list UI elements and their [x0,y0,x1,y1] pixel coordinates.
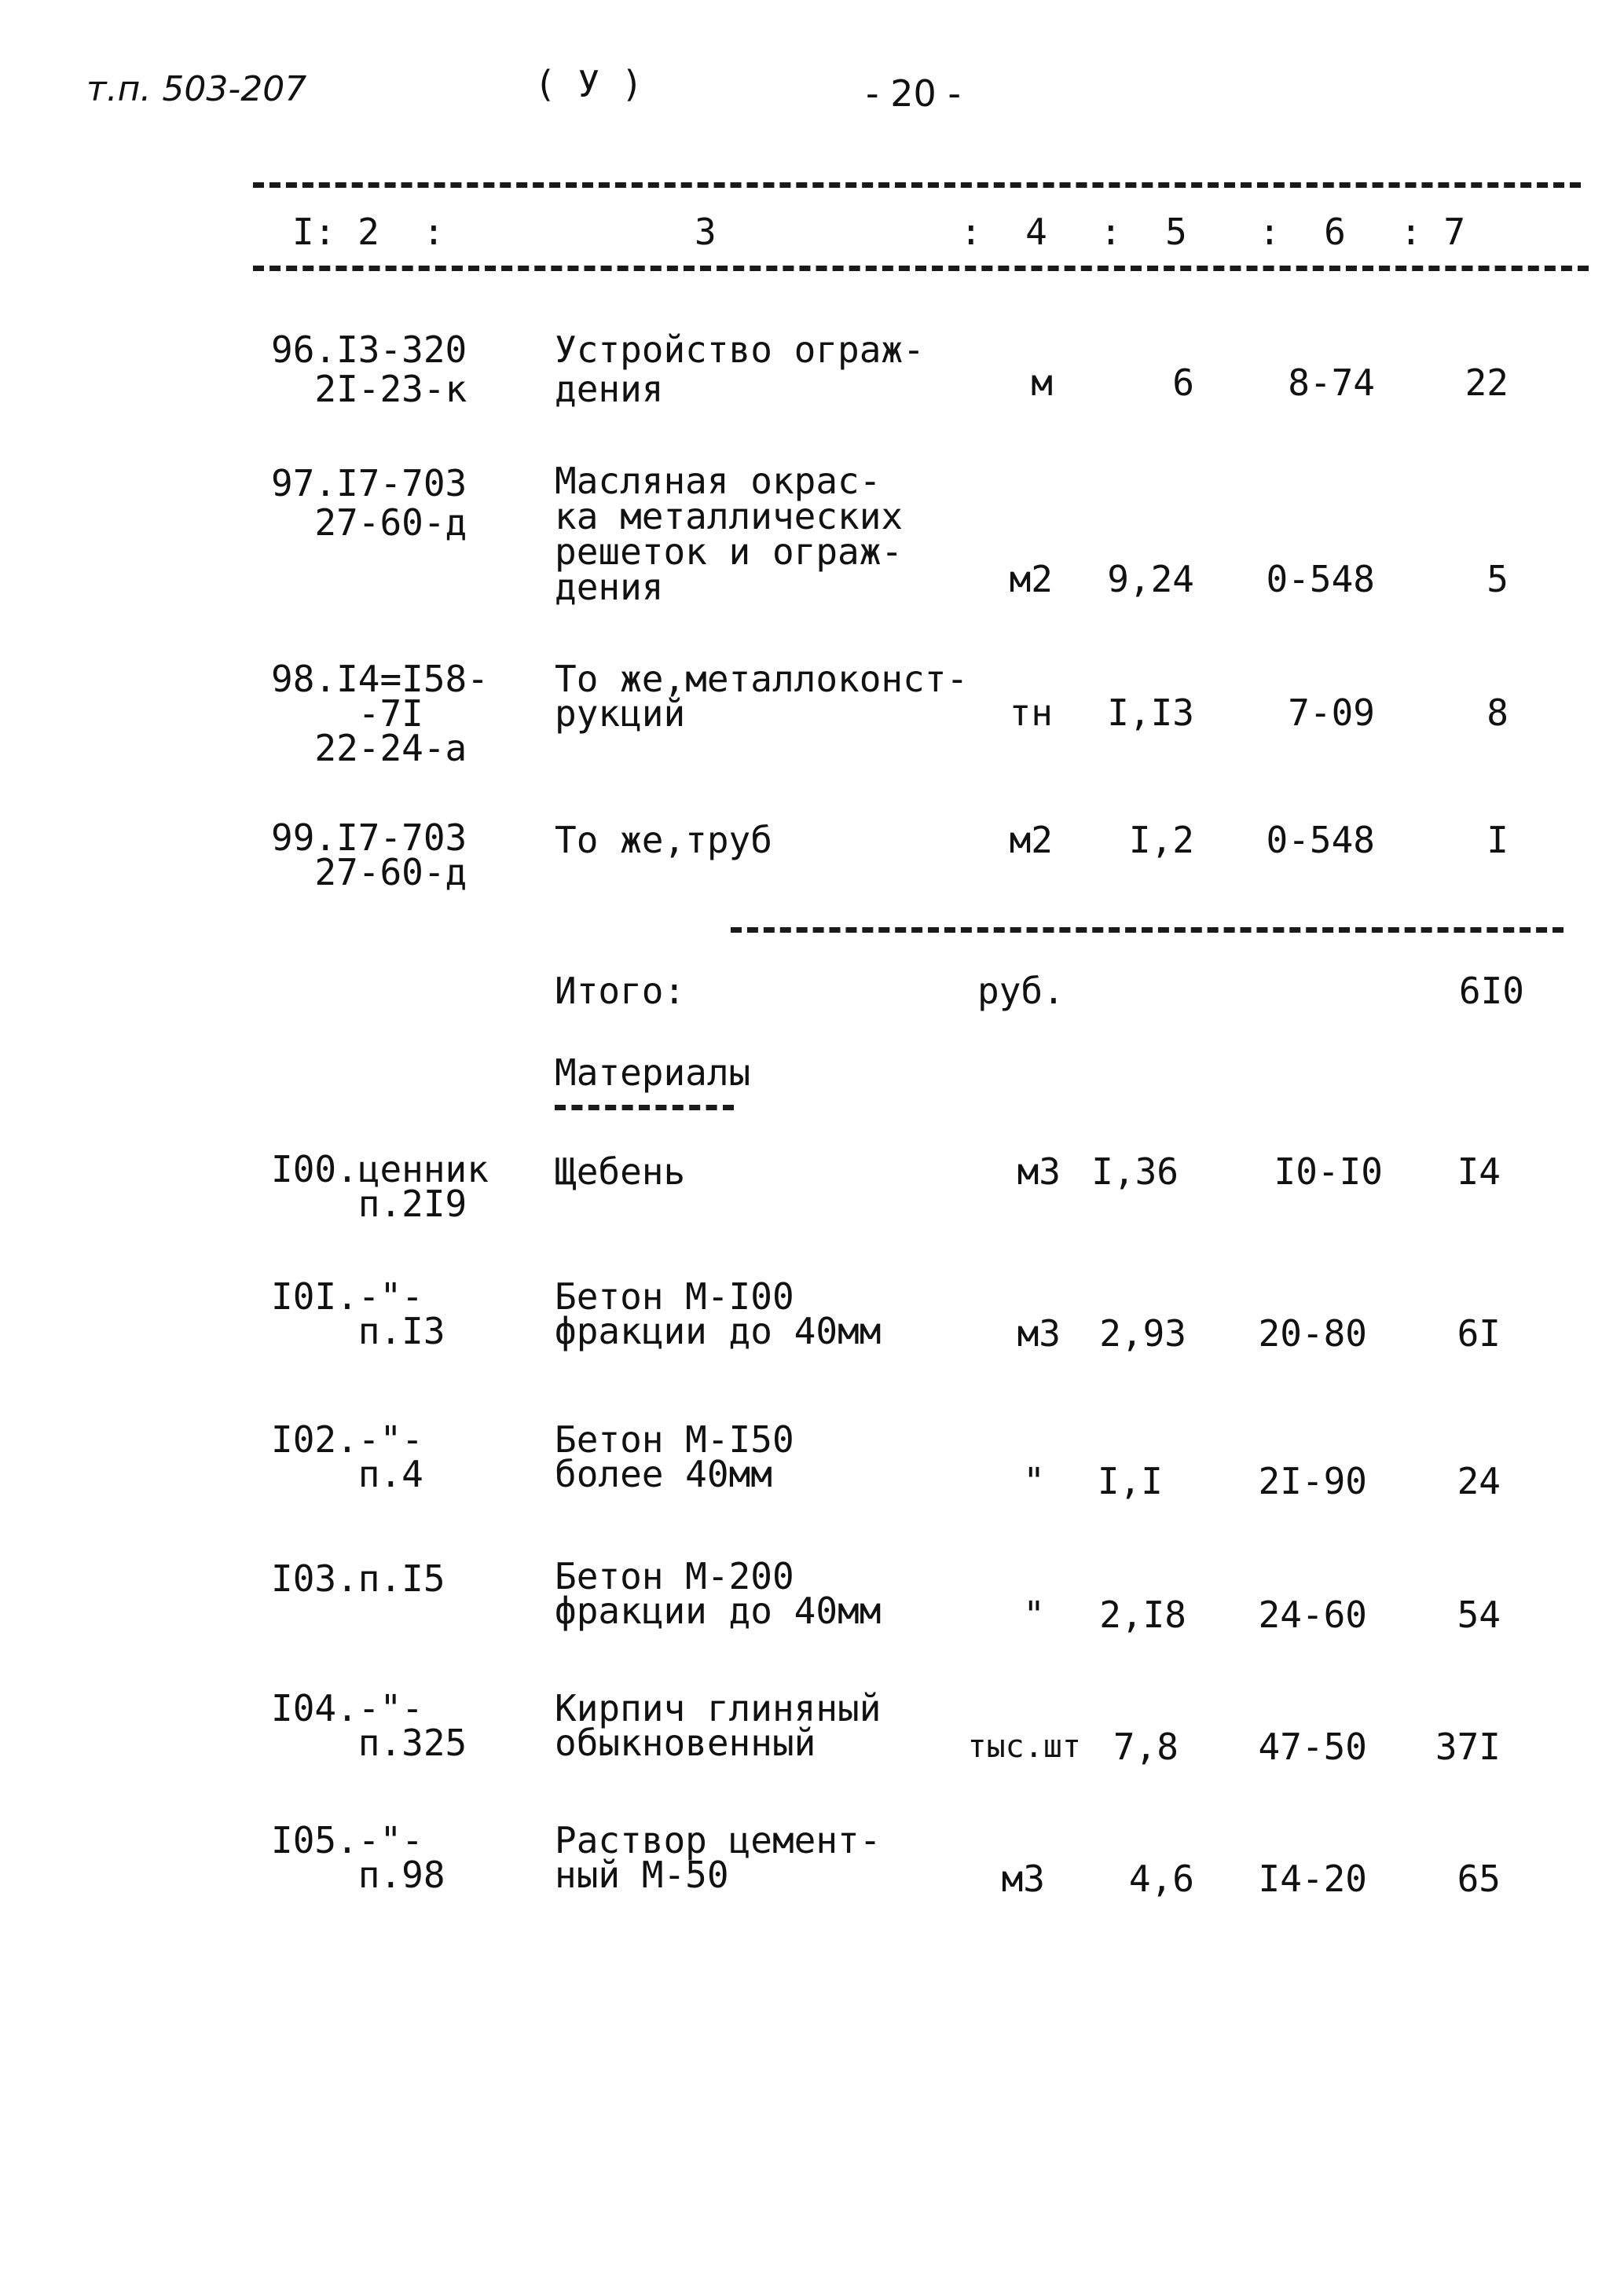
material-unit: " [1023,1460,1045,1502]
column-header-3: 3 [695,211,717,253]
column-header-1-2: I: 2 : [292,211,445,253]
material-unit-price: 24-60 [1258,1594,1367,1636]
column-header-5: : 5 [1100,211,1187,253]
column-header-7: : 7 [1400,211,1466,253]
material-description: Бетон М-I00 фракции до 40мм [555,1275,882,1352]
material-unit: тыс.шт [967,1729,1081,1765]
material-code: I02.-"- п.4 [271,1418,423,1495]
row-code: 98.I4=I58- -7I 22-24-а [271,658,489,769]
subtotal-rule [731,927,1564,933]
row-code: 99.I7-703 27-60-д [271,816,467,893]
row-description: То же,металлоконст- рукций [555,658,969,735]
column-header-4: : 4 [960,211,1047,253]
material-unit: м3 [1017,1150,1061,1193]
material-unit: м3 [1017,1312,1061,1355]
material-unit-price: 20-80 [1258,1312,1367,1355]
material-unit-price: 2I-90 [1258,1460,1367,1502]
row-quantity: I,2 [1128,819,1194,861]
material-description: Раствор цемент- ный М-50 [555,1819,882,1896]
material-sum: 54 [1457,1594,1501,1636]
material-description: Щебень [555,1150,686,1193]
row-description: Масляная окрас- ка металлических решеток и ограж- дения [555,460,904,608]
material-code: I03.п.I5 [271,1557,445,1600]
row-description: То же,труб [555,819,772,861]
material-unit: " [1023,1594,1045,1636]
column-header-6: : 6 [1259,211,1346,253]
row-unit-price: 0-548 [1266,819,1375,861]
row-unit: м2 [1009,819,1053,861]
material-quantity: 4,6 [1128,1858,1194,1900]
row-unit: м [1031,361,1053,404]
material-sum: 6I [1457,1312,1501,1355]
row-quantity: I,I3 [1107,691,1194,734]
material-quantity: I,I [1097,1460,1163,1502]
page-number: - 20 - [866,72,961,115]
material-sum: I4 [1457,1150,1501,1193]
material-quantity: 2,93 [1099,1312,1186,1355]
table-header-rule [253,266,1589,271]
material-description: Бетон М-I50 более 40мм [555,1418,794,1495]
document-reference: т.п. 503-207 [86,69,307,109]
material-description: Кирпич глиняный обыкновенный [555,1687,882,1764]
material-description: Бетон М-200 фракции до 40мм [555,1555,882,1632]
material-code: I05.-"- п.98 [271,1819,445,1896]
table-top-rule [253,182,1581,188]
section-label: ( У ) [534,63,643,105]
row-sum: 8 [1487,691,1509,734]
material-sum: 65 [1457,1858,1501,1900]
row-unit-price: 0-548 [1266,558,1375,600]
material-unit-price: 47-50 [1258,1726,1367,1768]
material-quantity: I,36 [1091,1150,1179,1193]
row-description: Устройство ограж- дения [555,328,925,410]
row-sum: 5 [1487,558,1509,600]
materials-title: Материалы [555,1051,751,1094]
row-unit: м2 [1009,558,1053,600]
material-quantity: 2,I8 [1099,1594,1186,1636]
materials-title-underline [555,1105,734,1110]
material-sum: 37I [1435,1726,1501,1768]
row-unit-price: 8-74 [1288,361,1375,404]
total-label: Итого: [555,970,686,1012]
material-unit-price: I4-20 [1258,1858,1367,1900]
total-unit: руб. [977,970,1065,1012]
row-unit: тн [1009,691,1053,734]
row-unit-price: 7-09 [1288,691,1375,734]
material-code: I00.ценник п.2I9 [271,1148,489,1225]
material-quantity: 7,8 [1113,1726,1179,1768]
total-sum: 6I0 [1458,970,1524,1012]
row-sum: I [1487,819,1509,861]
row-sum: 22 [1465,361,1509,404]
material-unit-price: I0-I0 [1274,1150,1383,1193]
row-code: 97.I7-703 27-60-д [271,462,467,544]
row-quantity: 9,24 [1107,558,1194,600]
row-code: 96.I3-320 2I-23-к [271,328,467,410]
material-sum: 24 [1457,1460,1501,1502]
material-code: I04.-"- п.325 [271,1687,467,1764]
material-unit: м3 [1001,1858,1045,1900]
row-quantity: 6 [1172,361,1194,404]
material-code: I0I.-"- п.I3 [271,1275,445,1352]
